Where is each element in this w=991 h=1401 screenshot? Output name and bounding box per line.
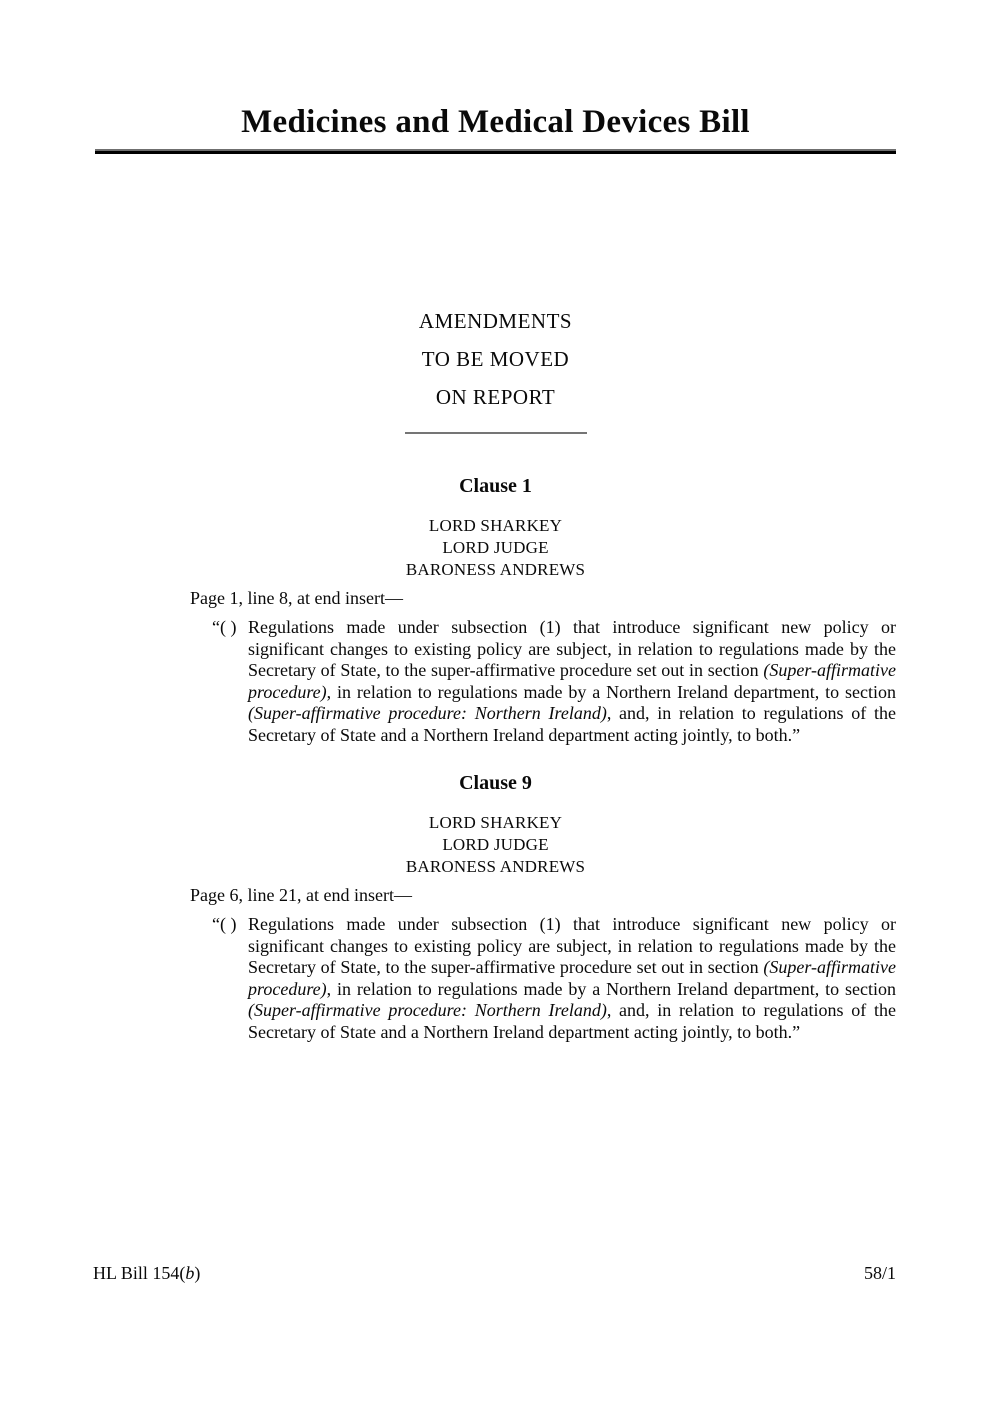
amendment-section bbox=[0, 771, 991, 1043]
page-footer bbox=[93, 1262, 896, 1284]
sponsor-name: LORD JUDGE bbox=[442, 835, 549, 854]
amendment-text-segment: Regulations made under subsection (1) that introduce significant new policy or significant changes to existing policy are subject, in relation to regulations made by the Secretary of State, to the super-affirmative procedure set out in section bbox=[248, 617, 896, 680]
amendment-text-segment-italic: (Super-affirmative procedure: Northern Ireland) bbox=[248, 1000, 607, 1020]
clause-heading: Clause 1 bbox=[459, 475, 532, 497]
bill-number bbox=[93, 1262, 200, 1284]
sponsor-name: LORD JUDGE bbox=[442, 538, 549, 557]
preamble-line-amendments: AMENDMENTS bbox=[418, 309, 573, 333]
bill-number-prefix: HL Bill 154( bbox=[93, 1263, 186, 1283]
amendment-section bbox=[0, 474, 991, 746]
preamble bbox=[0, 302, 991, 416]
amendment-instruction: Page 6, line 21, at end insert— bbox=[190, 885, 412, 905]
amendment-text-segment: , and, in relation to regulations of the Secretary of State and a Northern Ireland department acting jointly, to both.” bbox=[248, 1000, 896, 1042]
document-title: Medicines and Medical Devices Bill bbox=[241, 104, 750, 140]
page-reference: 58/1 bbox=[863, 1263, 896, 1283]
preamble-line-to-be-moved: TO BE MOVED bbox=[421, 347, 570, 371]
paragraph-marker: “( ) bbox=[212, 914, 237, 934]
amendment-text-segment: , in relation to regulations made by a Northern Ireland department, to section bbox=[326, 681, 896, 702]
amendment-instruction: Page 1, line 8, at end insert— bbox=[190, 588, 403, 608]
paragraph-marker: “( ) bbox=[212, 617, 237, 637]
clause-heading: Clause 9 bbox=[459, 772, 532, 794]
amendment-paragraph bbox=[212, 617, 896, 746]
section-divider bbox=[405, 432, 587, 434]
sponsor-list bbox=[0, 812, 991, 878]
amendment-text bbox=[248, 617, 896, 746]
amendment-text-segment: , in relation to regulations made by a Northern Ireland department, to section bbox=[326, 978, 896, 999]
sponsor-name: BARONESS ANDREWS bbox=[405, 560, 586, 579]
amendment-text-segment-italic: (Super-affirmative procedure) bbox=[248, 660, 896, 702]
amendment-text-segment-italic: (Super-affirmative procedure) bbox=[248, 957, 896, 999]
amendment-text-segment: Regulations made under subsection (1) that introduce significant new policy or significant changes to existing policy are subject, in relation to regulations made by the Secretary of State, to the super-affirmative procedure set out in section bbox=[248, 914, 896, 977]
sponsor-list bbox=[0, 515, 991, 581]
amendment-text-segment-italic: (Super-affirmative procedure: Northern Ireland) bbox=[248, 703, 607, 723]
preamble-line-on-report: ON REPORT bbox=[435, 385, 556, 409]
title-rule bbox=[95, 149, 896, 154]
amendment-text bbox=[248, 914, 896, 1043]
amendment-text-segment: , and, in relation to regulations of the Secretary of State and a Northern Ireland department acting jointly, to both.” bbox=[248, 703, 896, 745]
sponsor-name: BARONESS ANDREWS bbox=[405, 857, 586, 876]
sponsor-name: LORD SHARKEY bbox=[428, 516, 563, 535]
sponsor-name: LORD SHARKEY bbox=[428, 813, 563, 832]
amendment-paragraph bbox=[212, 914, 896, 1043]
bill-number-suffix: ) bbox=[194, 1263, 201, 1283]
bill-number-letter: b bbox=[185, 1263, 195, 1283]
